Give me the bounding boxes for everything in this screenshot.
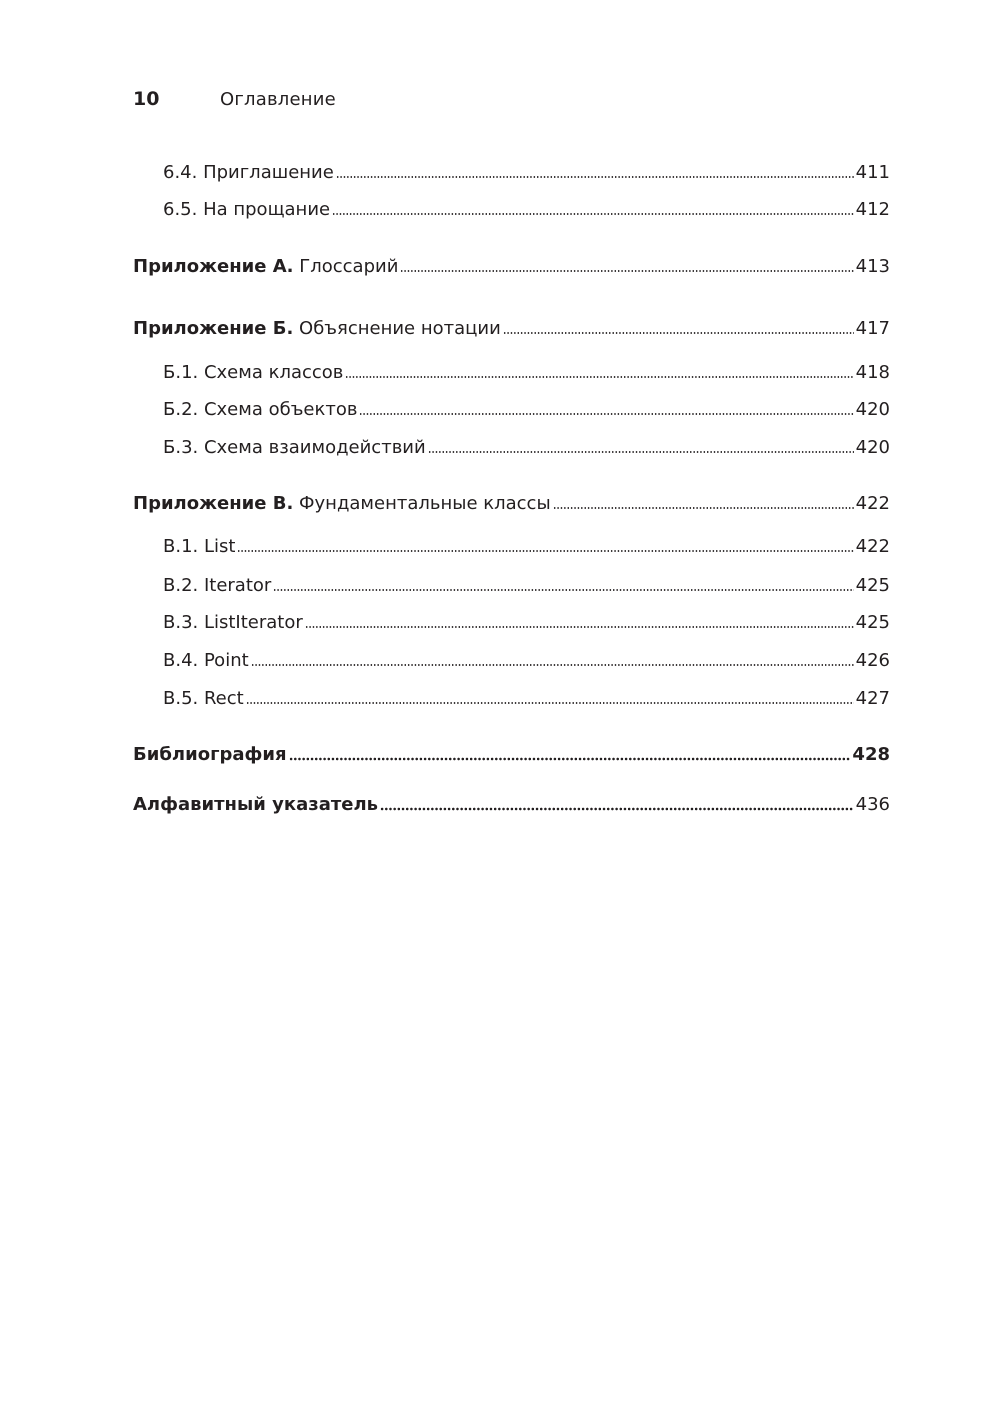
dot-leader bbox=[400, 269, 853, 273]
dot-leader bbox=[273, 588, 853, 592]
toc-entry-label: Алфавитный указатель bbox=[133, 794, 379, 815]
dot-leader bbox=[246, 701, 854, 705]
toc-entry-title: В.2. Iterator bbox=[163, 575, 272, 596]
toc-entry-title bbox=[133, 792, 378, 818]
toc-entry-title: В.4. Point bbox=[163, 650, 249, 671]
running-title: Оглавление bbox=[220, 88, 336, 110]
toc-entry[interactable] bbox=[163, 573, 890, 599]
dot-leader bbox=[359, 412, 853, 416]
dot-leader bbox=[332, 212, 854, 216]
toc-page-number: 428 bbox=[852, 744, 890, 765]
toc-entry-title: 6.4. Приглашение bbox=[163, 162, 334, 183]
page-header bbox=[133, 86, 336, 112]
toc-page-number: 418 bbox=[855, 362, 890, 383]
toc-page-number: 420 bbox=[855, 399, 890, 420]
toc-page-number: 425 bbox=[855, 575, 890, 596]
toc-entry-title: Приложение А. Глоссарий bbox=[133, 256, 399, 277]
toc-page-number: 412 bbox=[855, 199, 890, 220]
dot-leader bbox=[345, 375, 853, 379]
toc-page-number: 413 bbox=[855, 256, 890, 277]
dot-leader bbox=[289, 757, 851, 761]
toc-page-number: 427 bbox=[855, 688, 890, 709]
toc-entry-title bbox=[133, 742, 287, 768]
toc-page-number: 436 bbox=[855, 794, 890, 815]
toc-entry-title: Приложение Б. Объяснение нотации bbox=[133, 318, 501, 339]
toc-entry-label: Приложение А. bbox=[133, 256, 294, 277]
dot-leader bbox=[336, 175, 854, 179]
dot-leader bbox=[428, 450, 854, 454]
toc-entry-title: Приложение В. Фундаментальные классы bbox=[133, 493, 551, 514]
toc-entry-label: Приложение В. bbox=[133, 493, 294, 514]
toc-entry-appendix[interactable] bbox=[133, 254, 890, 280]
toc-page-number: 422 bbox=[855, 493, 890, 514]
toc-entry[interactable] bbox=[163, 160, 890, 186]
toc-entry[interactable] bbox=[163, 534, 890, 560]
page-number: 10 bbox=[133, 88, 160, 110]
dot-leader bbox=[380, 807, 854, 811]
toc-page-number: 422 bbox=[855, 536, 890, 557]
dot-leader bbox=[237, 549, 853, 553]
toc-entry-title: Б.3. Схема взаимодействий bbox=[163, 437, 426, 458]
toc-entry-title: В.5. Rect bbox=[163, 688, 244, 709]
toc-entry-label: Приложение Б. bbox=[133, 318, 294, 339]
dot-leader bbox=[503, 331, 854, 335]
toc-page-number: 425 bbox=[855, 612, 890, 633]
toc-entry[interactable] bbox=[163, 686, 890, 712]
toc-entry-title: Б.1. Схема классов bbox=[163, 362, 344, 383]
toc-entry-bibliography[interactable] bbox=[133, 742, 890, 768]
dot-leader bbox=[251, 663, 854, 667]
toc-entry-index[interactable] bbox=[133, 792, 890, 818]
toc-entry-title: В.1. List bbox=[163, 536, 236, 557]
toc-page-number: 426 bbox=[855, 650, 890, 671]
toc-page-number: 417 bbox=[855, 318, 890, 339]
toc-entry[interactable] bbox=[163, 197, 890, 223]
toc-entry-appendix[interactable] bbox=[133, 316, 890, 342]
toc-entry[interactable] bbox=[163, 435, 890, 461]
toc-page-number: 411 bbox=[855, 162, 890, 183]
toc-entry-label: Библиография bbox=[133, 744, 287, 765]
toc-entry[interactable] bbox=[163, 648, 890, 674]
dot-leader bbox=[305, 625, 854, 629]
toc-entry[interactable] bbox=[163, 397, 890, 423]
toc-entry-appendix[interactable] bbox=[133, 491, 890, 517]
toc-entry[interactable] bbox=[163, 610, 890, 636]
toc-page-number: 420 bbox=[855, 437, 890, 458]
toc-entry-title: Б.2. Схема объектов bbox=[163, 399, 358, 420]
dot-leader bbox=[553, 506, 854, 510]
toc-entry[interactable] bbox=[163, 360, 890, 386]
toc-entry-title: 6.5. На прощание bbox=[163, 199, 331, 220]
toc-entry-title: В.3. ListIterator bbox=[163, 612, 303, 633]
